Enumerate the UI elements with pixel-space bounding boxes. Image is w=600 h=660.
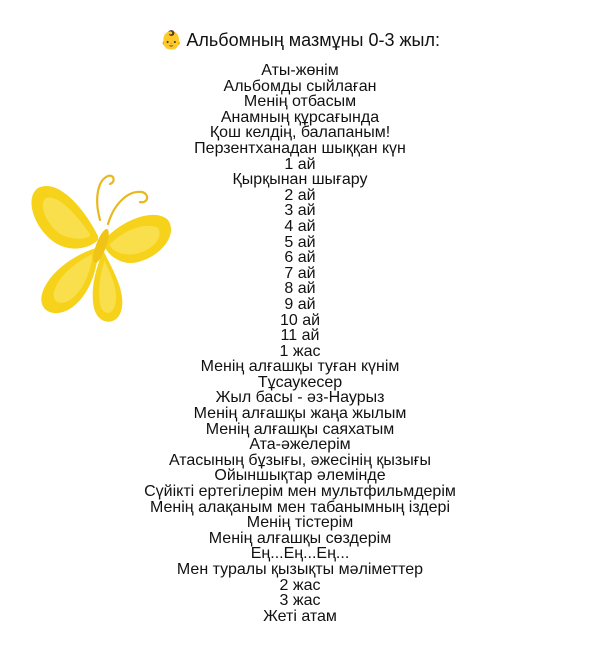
baby-emoji-icon: 👶 [159, 30, 183, 50]
contents-item: Менің тістерім [246, 514, 354, 532]
contents-item: 10 ай [279, 311, 321, 329]
contents-item: 8 ай [284, 280, 316, 298]
contents-item: Анамның құрсағында [220, 108, 380, 126]
album-contents-list [0, 63, 600, 624]
contents-item: Жеті атам [263, 607, 337, 625]
contents-item: 2 ай [284, 186, 316, 204]
contents-item: Менің отбасым [243, 93, 357, 111]
contents-item: Қош келдің, балапаным! [209, 124, 391, 142]
contents-item: 2 жас [279, 576, 321, 594]
contents-item: 4 ай [284, 217, 316, 235]
contents-item: Менің алғашқы жаңа жылым [193, 405, 407, 423]
contents-item: Ойыншықтар әлемінде [214, 467, 386, 485]
contents-item: 11 ай [280, 327, 320, 345]
contents-item: 1 ай [284, 155, 316, 173]
contents-item: Ең...Ең...Ең... [250, 545, 350, 563]
contents-item: Сүйікті ертегілерім мен мультфильмдерім [144, 483, 456, 501]
contents-item: 3 ай [284, 202, 316, 220]
contents-item: Аты-жөнім [261, 62, 339, 79]
contents-item: 7 ай [284, 264, 316, 282]
album-contents-title [0, 28, 600, 52]
contents-item: Менің алғашқы туған күнім [200, 358, 400, 376]
contents-item: 9 ай [284, 295, 316, 313]
contents-item: 3 жас [279, 592, 321, 610]
contents-item: Альбомды сыйлаған [223, 77, 377, 95]
contents-item: Ата-әжелерім [249, 436, 351, 454]
contents-item: Менің алақаным мен табанымның іздері [150, 498, 450, 516]
contents-item: Атасының бұзығы, әжесінің қызығы [168, 451, 432, 469]
contents-item: Перзентханадан шыққан күн [194, 139, 406, 157]
contents-item: 1 жас [279, 342, 321, 360]
contents-item: Менің алғашқы сөздерім [208, 529, 392, 547]
contents-item: 6 ай [284, 249, 316, 267]
contents-item: Мен туралы қызықты мәліметтер [176, 561, 424, 578]
contents-item: Жыл басы - әз-Наурыз [215, 389, 385, 407]
contents-item: Менің алғашқы саяхатым [205, 420, 395, 438]
contents-item: Қырқынан шығару [232, 171, 368, 189]
contents-item: Тұсаукесер [257, 373, 343, 391]
contents-item: 5 ай [284, 233, 316, 251]
title-text: Альбомның мазмұны 0-3 жыл: [186, 30, 440, 50]
